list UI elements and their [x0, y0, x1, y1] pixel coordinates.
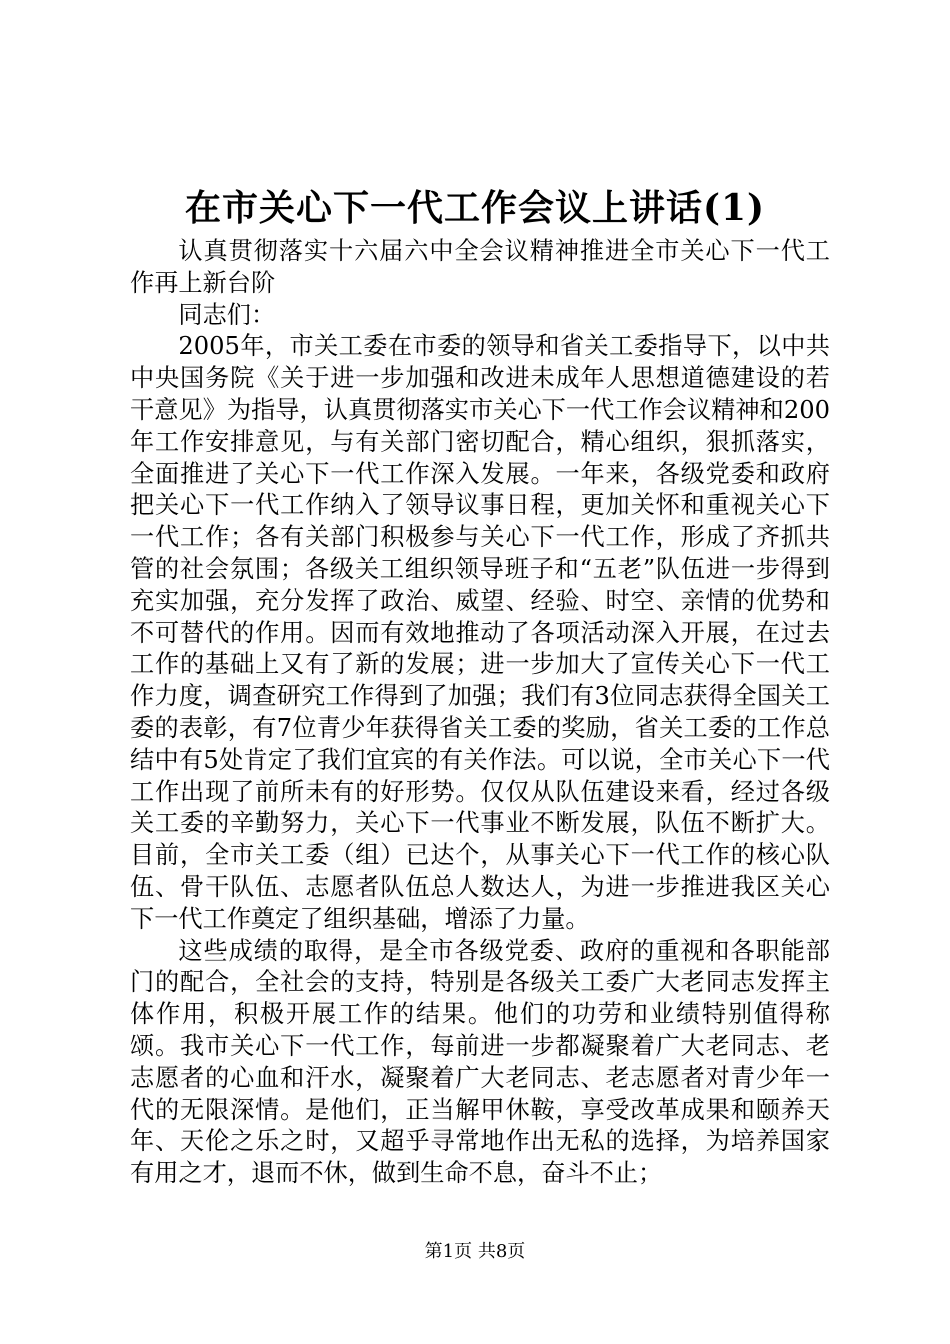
document-title: 在市关心下一代工作会议上讲话(1)	[184, 187, 766, 229]
page-number-footer: 第1页 共8页	[424, 1241, 526, 1262]
salutation: 同志们：	[178, 300, 276, 329]
document-subtitle: 认真贯彻落实十六届六中全会议精神推进全市关心下一代工作再上新台阶	[130, 237, 830, 297]
body-paragraph-2: 这些成绩的取得，是全市各级党委、政府的重视和各职能部门的配合，全社会的支持，特别是各级关工委广大老同志发挥主体作用，积极开展工作的结果。他们的功劳和业绩特别值得称颂。我市关心下一代工作，每前进一步都凝聚着广大老同志、老志愿者的心血和汗水，凝聚着广大老同志、老志愿者对青少年一代的无限深情。是他们，正当解甲休鞍，享受改革成果和颐养天年、天伦之乐之时，又超乎寻常地作出无私的选择，为培养国家有用之才，退而不休，做到生命不息，奋斗不止；	[130, 936, 830, 1188]
document-body	[130, 236, 830, 1190]
body-paragraph-1: 2005年，市关工委在市委的领导和省关工委指导下，以中共中央国务院《关于进一步加强和改进未成年人思想道德建设的若干意见》为指导，认真贯彻落实市关心下一代工作会议精神和200年工作安排意见，与有关部门密切配合，精心组织，狠抓落实，全面推进了关心下一代工作深入发展。一年来，各级党委和政府把关心下一代工作纳入了领导议事日程，更加关怀和重视关心下一代工作；各有关部门积极参与关心下一代工作，形成了齐抓共管的社会氛围；各级关工组织领导班子和“五老”队伍进一步得到充实加强，充分发挥了政治、威望、经验、时空、亲情的优势和不可替代的作用。因而有效地推动了各项活动深入开展，在过去工作的基础上又有了新的发展；进一步加大了宣传关心下一代工作力度，调查研究工作得到了加强；我们有3位同志获得全国关工委的表彰，有7位青少年获得省关工委的奖励，省关工委的工作总结中有5处肯定了我们宜宾的有关作法。可以说，全市关心下一代工作出现了前所未有的好形势。仅仅从队伍建设来看，经过各级关工委的辛勤努力，关心下一代事业不断发展，队伍不断扩大。目前，全市关工委（组）已达个，从事关心下一代工作的核心队伍、骨干队伍、志愿者队伍总人数达人，为进一步推进我区关心下一代工作奠定了组织基础，增添了力量。	[130, 332, 830, 933]
